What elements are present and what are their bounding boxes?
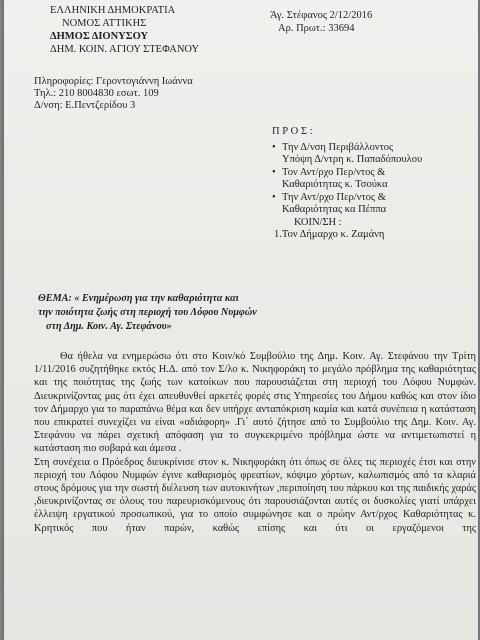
subject-line: την ποιότητα ζωής στη περιοχή του Λόφου Νυμφών: [38, 307, 257, 318]
header-line-municipality: ΔΗΜΟΣ ΔΙΟΝΥΣΟΥ: [50, 31, 149, 42]
body-paragraph: Θα ήθελα να ενημερώσω ότι στο Κοιν/κό Συμβούλιο της Δημ. Κοιν. Αγ. Στεφάνου την Τρίτη 1/11/2016 συζητήθηκε εκτός Η.Δ. από τον Σ/λο κ. Νικηφοράκη το μεγάλο πρόβλημα της καθαριότητας και της ποιότητας της ζωής των κατοίκων που παρουσιάζεται στη περιοχή του Λόφου Νυμφών. Διευκρινίζοντας μας ότι έχει απευθυνθεί αρκετές φορές στις Υπηρεσίες του Δήμου καθώς και στον ίδιο τον Δήμαρχο για το παραπάνω θέμα και δεν υπήρχε ανταπόκριση καμία και κατά συνέπεια η κατάσταση που επικρατεί συνεχίζει να είναι «αδιάφορη» .Γι΄ αυτό ζήτησε από το Συμβούλιο της Δημ. Κοιν. Αγ. Στεφάνου να πάρει σχετική απόφαση για το συγκεκριμένο πρόβλημα ώστε να αντιμετωπιστεί η κατάσταση πιο σοβαρά και άμεσα .: [34, 351, 476, 455]
recipient-line: • Τον Αντ/ρχο Περ/ντος &: [282, 166, 386, 178]
document-page: [4, 0, 478, 640]
header-line-country: ΕΛΛΗΝΙΚΗ ΔΗΜΟΚΡΑΤΙΑ: [50, 5, 176, 16]
header-line-prefecture: ΝΟΜΟΣ ΑΤΤΙΚΗΣ: [62, 18, 147, 29]
cc-heading: ΚΟΙΝ/ΣΗ :: [294, 216, 342, 228]
document-date: Άγ. Στέφανος 2/12/2016: [270, 10, 373, 21]
letter-body: [34, 350, 476, 535]
subject-block: [38, 292, 257, 333]
date-protocol-block: [270, 9, 372, 35]
recipient-line: Καθαριότητας κ. Τσούκα: [282, 179, 388, 190]
contact-address: Δ/νση: Ε.Πεντζερίδου 3: [34, 100, 136, 111]
body-paragraph: Στη συνέχεια ο Πρόεδρος διευκρίνισε στον κ. Νικηφοράκη ότι όπως σε όλες τις περιοχές έτσι και στην περιοχή του Λόφου Νυμφών έγινε καθαρισμός φρεατίων, κόψιμο χόρτων, καλωπισμός από τα κλαριά στους δρόμους για την σωστή διέλευση των αυτοκινήτων ,περιποίηση του πάρκου και της παιδικής χαράς ,διευκρινίζοντας σε όλους του παρευρισκόμενους ότι παρουσιάζονται αυτές οι δυσκολίες γιατί υπάρχει έλλειψη εργατικού προσωπικού, για το οποίο συμφώνησε και ο πρώην Αντ/ρχος Καθαριότητας κ. Κρητικός που ήταν παρών, καθώς επίσης και ότι οι εργαζόμενοι της: [34, 456, 476, 534]
recipients-heading: Π Ρ Ο Σ :: [272, 126, 313, 137]
recipient-line: Καθαριότητας κα Πέππα: [282, 204, 387, 215]
subject-line: στη Δημ. Κοιν. Αγ. Στεφάνου»: [46, 321, 172, 332]
recipient-item: [282, 192, 422, 217]
recipient-item: [282, 167, 422, 192]
recipient-line: Υπόψη Δ/ντρη κ. Παπαδόπουλου: [282, 154, 423, 165]
subject-line: ΘΕΜΑ: « Ενημέρωση για την καθαριότητα και: [38, 293, 239, 304]
issuer-header: [50, 4, 199, 56]
recipients-list: [272, 142, 422, 217]
protocol-number: Αρ. Πρωτ.: 33694: [278, 23, 355, 34]
contact-phone: Τηλ.: 210 8004830 εσωτ. 109: [34, 88, 159, 99]
contact-info: [34, 76, 193, 112]
recipient-line: • Την Αντ/ρχο Περ/ντος &: [282, 191, 386, 203]
cc-item: 1.Τον Δήμαρχο κ. Ζαμάνη: [274, 229, 385, 240]
header-line-community: ΔΗΜ. ΚΟΙΝ. ΑΓΙΟΥ ΣΤΕΦΑΝΟΥ: [50, 44, 200, 55]
recipient-line: • Την Δ/νση Περιβάλλοντος: [282, 141, 394, 153]
contact-person: Πληροφορίες: Γεροντογιάννη Ιωάννα: [34, 76, 193, 87]
recipients-block: [272, 126, 422, 242]
recipient-item: [282, 142, 422, 167]
